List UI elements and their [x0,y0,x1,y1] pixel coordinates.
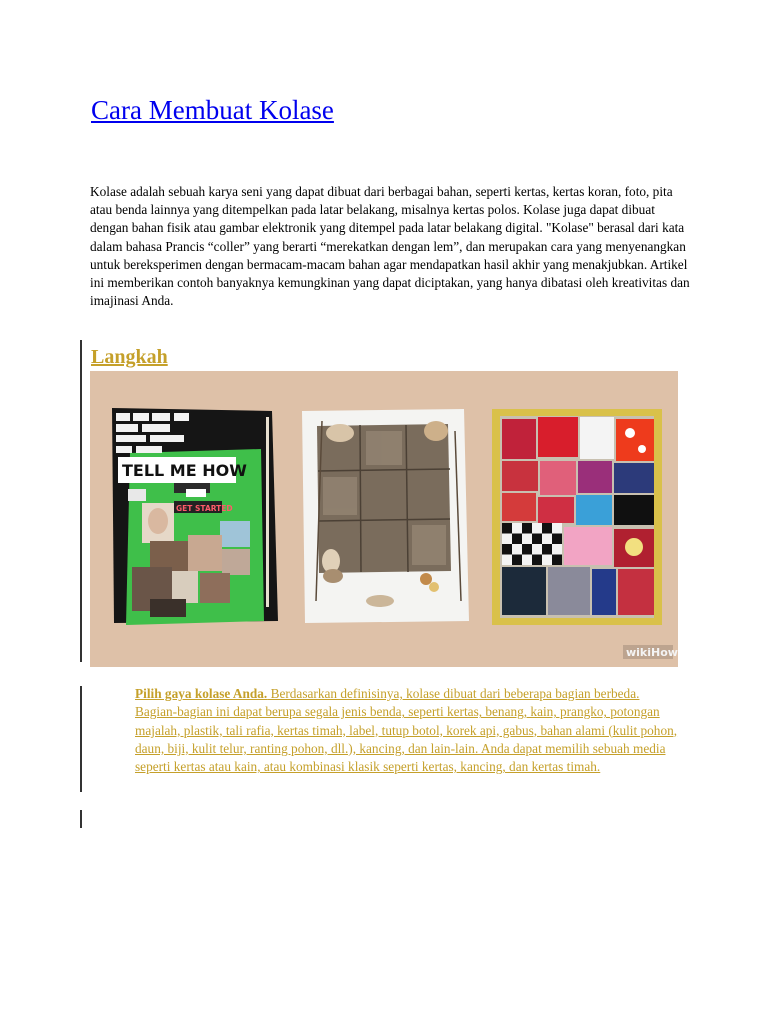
collage-tell-me-how: TELL ME HOW [122,461,247,480]
intro-paragraph: Kolase adalah sebuah karya seni yang dapat dibuat dari berbagai bahan, seperti kertas, kertas koran, foto, pita atau benda lainnya yang ditempelkan pada latar belakang, misalnya kertas polos. Kolase juga dapat dibuat dengan bahan fisik atau gambar elektronik yang ditempel pada latar belakang digital. "Kolase" berasal dari kata dalam bahasa Prancis “coller” yang berarti “merekatkan dengan lem”, dan merupakan cara yang menyenangkan untuk bereksperimen dengan bermacam-macam bahan agar mendapatkan hasil akhir yang menakjubkan. Artikel ini memberikan contoh banyaknya kemungkinan yang dapat diciptakan, yang hanya dibatasi oleh kreativitas dan imajinasi Anda. [90,184,690,309]
wikihow-watermark: wikiHow [626,646,678,659]
section-left-rule [80,340,82,662]
step-1[interactable] [135,685,680,776]
collage-illustration [90,371,678,667]
page-title[interactable]: Cara Membuat Kolase [91,95,334,125]
collage-get-started: GET STARTED [176,504,233,513]
step-left-rule [80,686,82,792]
collage-photo [90,371,678,667]
section-heading-langkah[interactable]: Langkah [91,346,168,368]
step-1-body[interactable]: Berdasarkan definisinya, kolase dibuat dari beberapa bagian berbeda. Bagian-bagian ini dapat berupa segala jenis benda, seperti kertas, benang, kain, prangko, potongan majalah, plastik, tali rafia, kertas timah, label, tutup botol, korek api, gabus, bahan alami (kulit pohon, daun, biji, kulit telur, ranting pohon, dll.), kancing, dan lain-lain. Anda dapat memilih sebuah media seperti kertas atau kain, atau kombinasi klasik seperti kertas, kancing, dan kertas timah. [135,686,678,775]
step-1-lead[interactable]: Pilih gaya kolase Anda. [135,686,268,701]
end-left-rule [80,810,82,828]
checkerboard-fabric [502,523,562,565]
